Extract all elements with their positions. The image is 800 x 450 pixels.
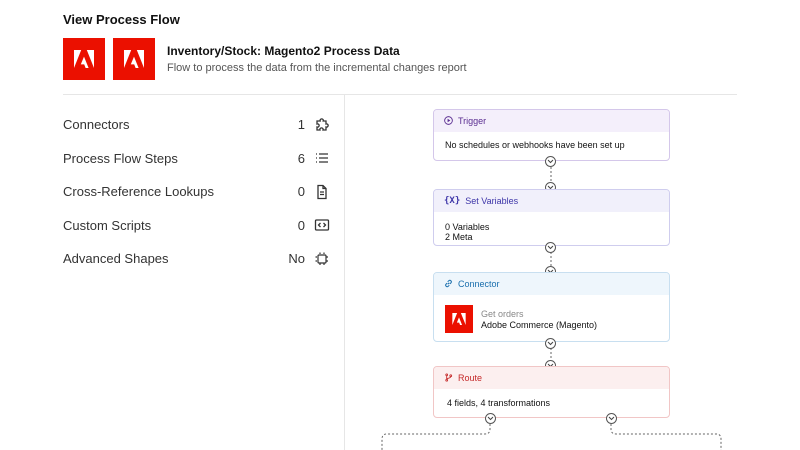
connector-title: Connector [458,279,500,289]
stat-label: Cross-Reference Lookups [63,184,215,200]
stat-label: Connectors [63,117,130,133]
adobe-commerce-logo-icon [445,305,473,333]
document-icon [313,183,331,201]
code-icon [313,216,331,234]
stat-advanced-shapes [63,242,331,276]
variables-count: 0 Variables [445,222,490,232]
trigger-node[interactable] [433,109,670,161]
chevron-down-icon[interactable] [545,242,556,253]
chevron-down-icon[interactable] [545,156,556,167]
stat-process-flow-steps [63,142,331,176]
route-body: 4 fields, 4 transformations [447,398,551,408]
set-variables-node[interactable] [433,189,670,246]
stat-value: 6 [297,150,305,166]
set-variables-title: Set Variables [465,196,519,206]
branch-icon [444,373,453,384]
chevron-down-icon[interactable] [485,413,496,424]
adobe-logo-icon [63,38,105,80]
app-header [63,38,467,80]
route-title: Route [458,373,483,383]
adobe-commerce-logo-icon [113,38,155,80]
stats-panel [63,108,331,276]
app-name: Inventory/Stock: Magento2 Process Data [167,44,400,58]
stat-label: Advanced Shapes [63,251,169,267]
trigger-body: No schedules or webhooks have been set up [445,140,625,150]
stat-cross-reference-lookups [63,175,331,209]
stat-value: 0 [297,184,305,200]
chevron-down-icon[interactable] [545,338,556,349]
play-icon [444,116,453,127]
stat-label: Process Flow Steps [63,150,178,166]
stat-value: 1 [297,117,305,133]
stat-value: No [288,251,305,267]
trigger-title: Trigger [458,116,487,126]
stat-custom-scripts [63,209,331,243]
meta-count: 2 Meta [445,232,473,242]
app-description: Flow to process the data from the incremental changes report [167,62,467,74]
puzzle-icon [313,116,331,134]
process-flow-canvas[interactable] [345,95,800,450]
page-title: View Process Flow [63,12,180,27]
chevron-down-icon[interactable] [606,413,617,424]
chip-icon [313,250,331,268]
stat-value: 0 [297,217,305,233]
route-node[interactable] [433,366,670,418]
link-icon [444,279,453,290]
stat-label: Custom Scripts [63,217,152,233]
connector-name: Adobe Commerce (Magento) [481,319,598,330]
variable-icon: {X} [444,196,461,206]
connector-node[interactable] [433,272,670,342]
connector-action: Get orders [481,308,524,319]
list-icon [313,149,331,167]
stat-connectors [63,108,331,142]
